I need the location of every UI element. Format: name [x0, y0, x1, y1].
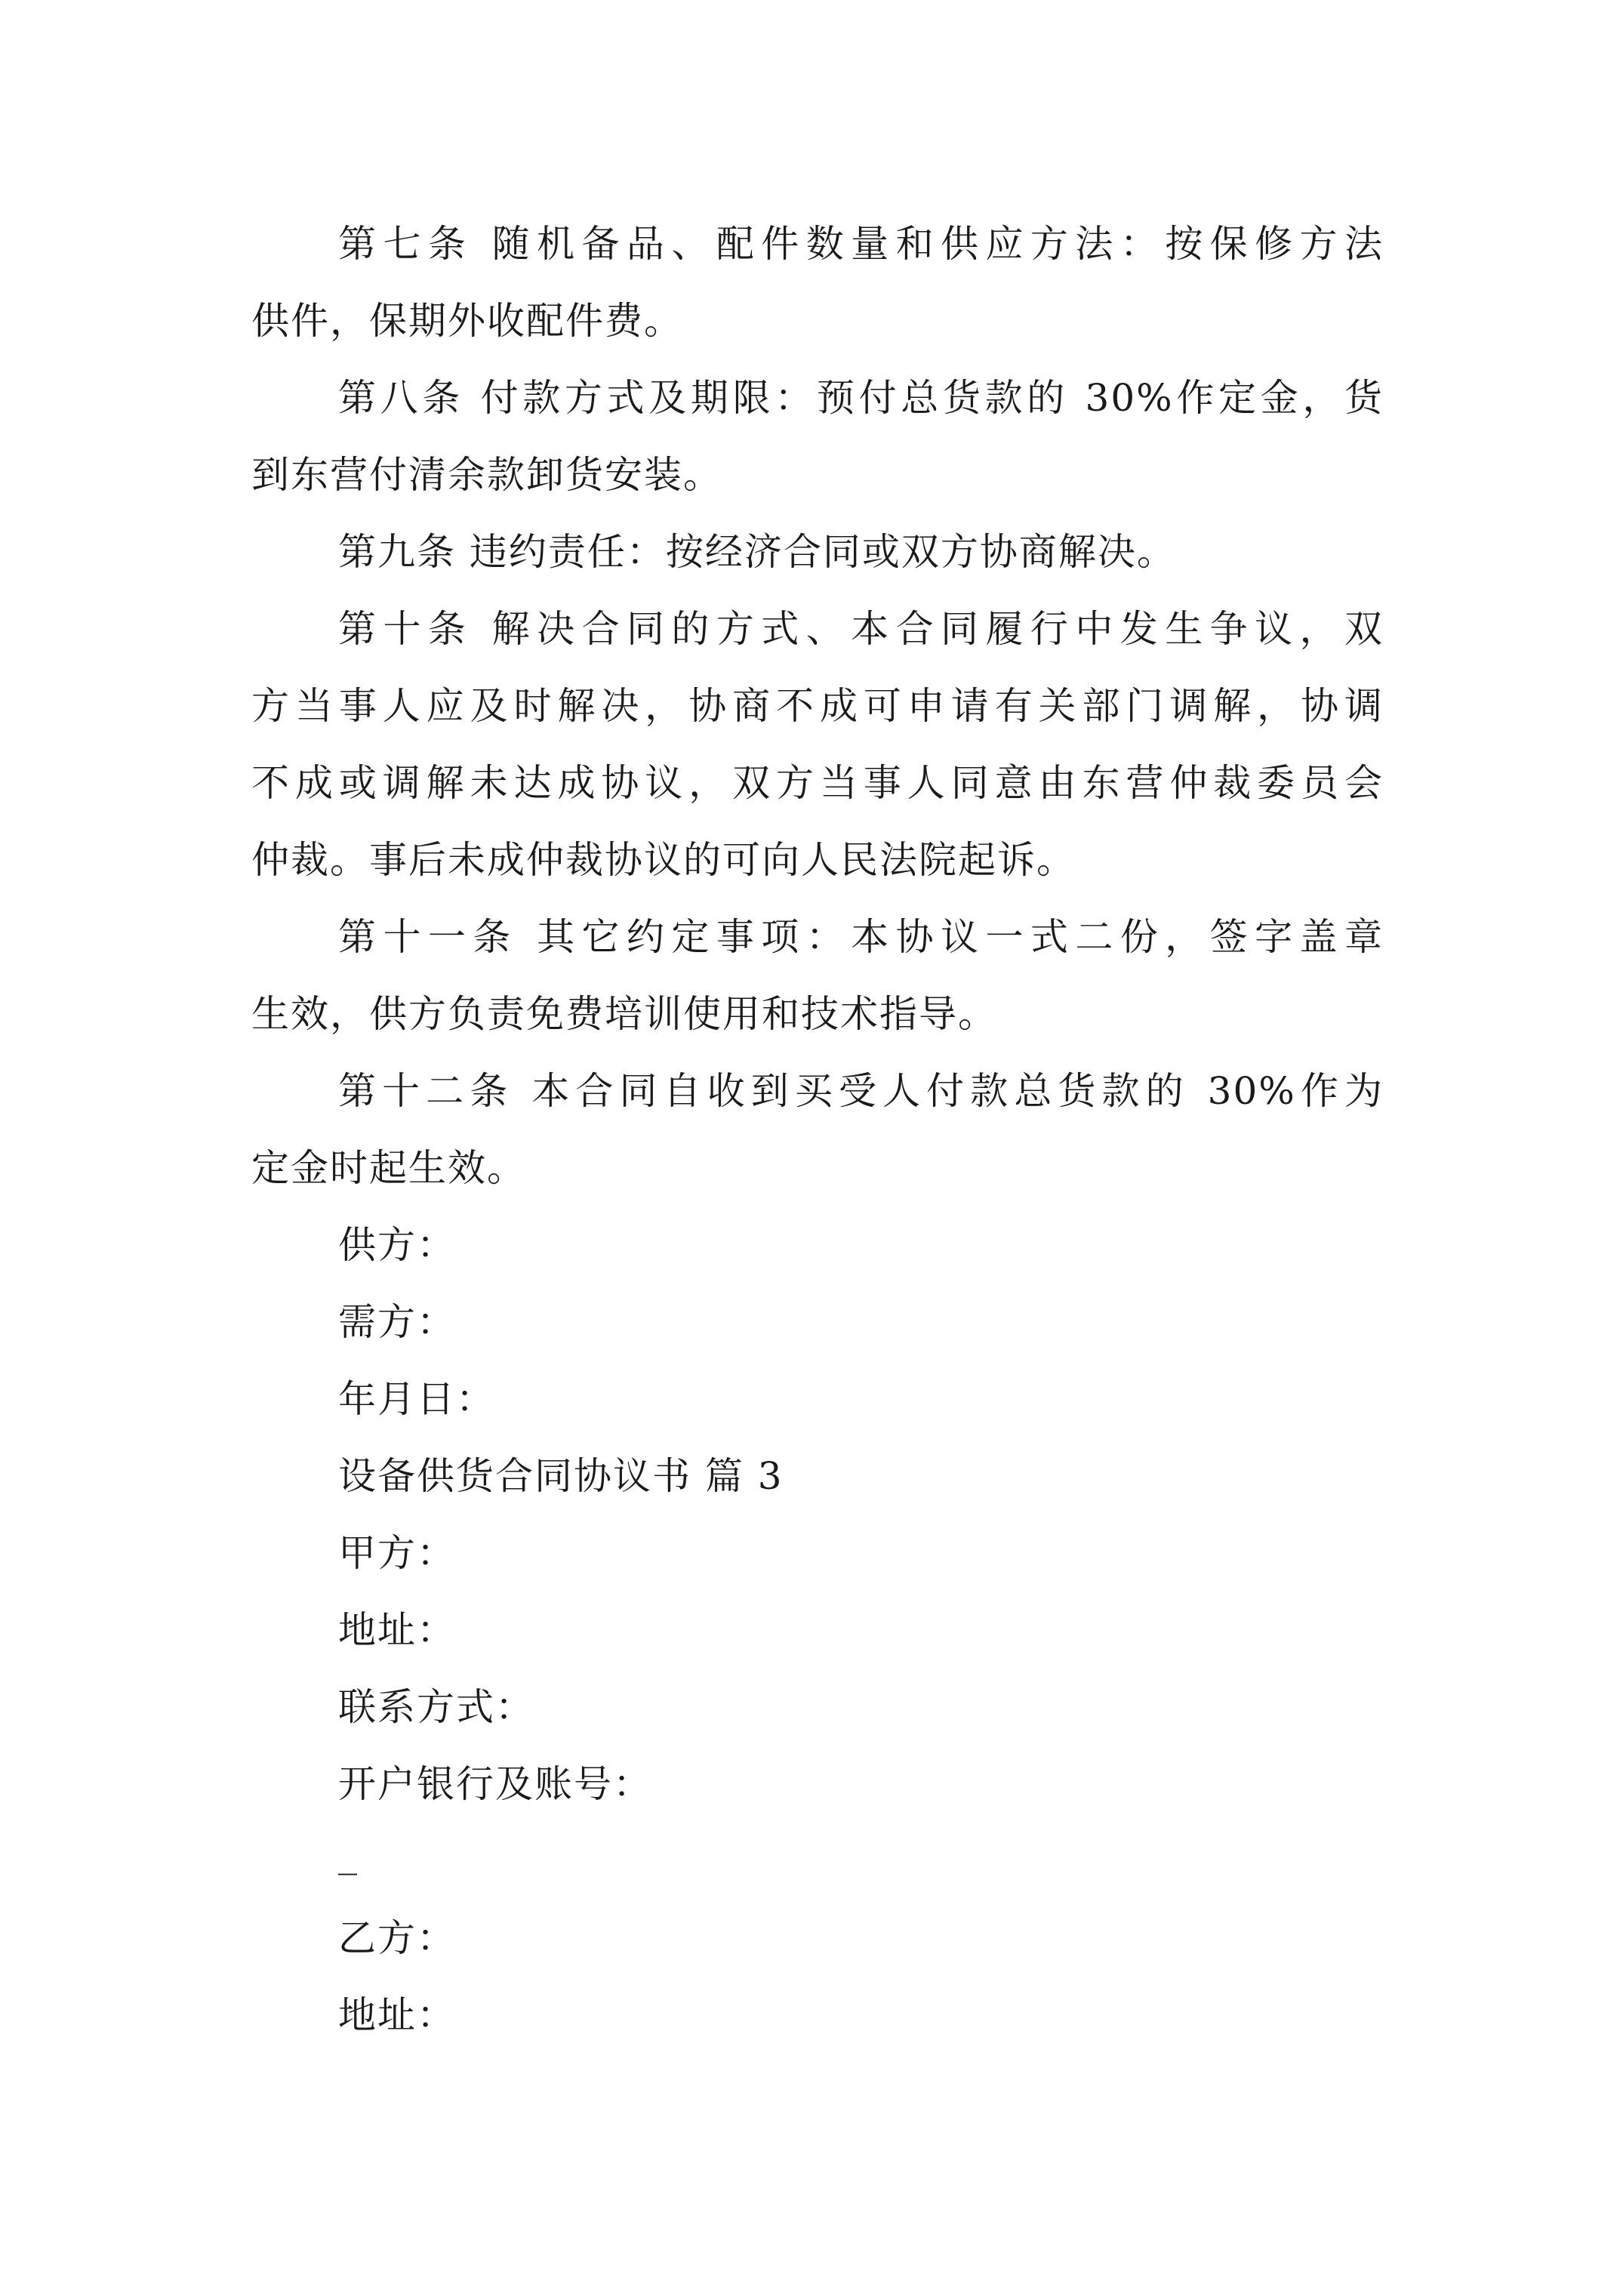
party-a-address-label: 地址：	[338, 1608, 456, 1652]
party-a-contact-label: 联系方式：	[338, 1685, 534, 1729]
clause-7-line-1: 第七条 随机备品、配件数量和供应方法：按保修方法	[338, 222, 1384, 266]
clause-10-line-2: 方当事人应及时解决，协商不成可申请有关部门调解，协调	[251, 684, 1384, 728]
clause-11-line-1: 第十一条 其它约定事项：本协议一式二份，签字盖章	[338, 915, 1384, 959]
party-a-label: 甲方：	[338, 1531, 456, 1575]
section-heading: 设备供货合同协议书 篇 3	[338, 1454, 784, 1498]
party-b-label: 乙方：	[338, 1916, 456, 1960]
party-a-bank-label: 开户银行及账号：	[338, 1762, 652, 1806]
clause-10-line-3: 不成或调解未达成协议，双方当事人同意由东营仲裁委员会	[251, 761, 1384, 805]
clause-11-line-2: 生效，供方负责免费培训使用和技术指导。	[251, 992, 997, 1036]
date-label: 年月日：	[338, 1377, 495, 1421]
clause-8-line-2: 到东营付清余款卸货安装。	[251, 453, 722, 497]
clause-9-line-1: 第九条 违约责任：按经济合同或双方协商解决。	[338, 530, 1176, 574]
party-b-address-label: 地址：	[338, 1993, 456, 2037]
clause-10-line-4: 仲裁。事后未成仲裁协议的可向人民法院起诉。	[251, 838, 1076, 882]
blank-line-underscore: _	[338, 1832, 359, 1875]
buyer-label: 需方：	[338, 1300, 456, 1344]
supplier-label: 供方：	[338, 1223, 456, 1267]
clause-7-line-2: 供件，保期外收配件费。	[251, 299, 683, 343]
clause-12-line-2: 定金时起生效。	[251, 1146, 526, 1190]
clause-12-line-1: 第十二条 本合同自收到买受人付款总货款的 30%作为	[338, 1069, 1384, 1113]
clause-10-line-1: 第十条 解决合同的方式、本合同履行中发生争议，双	[338, 607, 1384, 651]
clause-8-line-1: 第八条 付款方式及期限：预付总货款的 30%作定金，货	[338, 376, 1384, 420]
